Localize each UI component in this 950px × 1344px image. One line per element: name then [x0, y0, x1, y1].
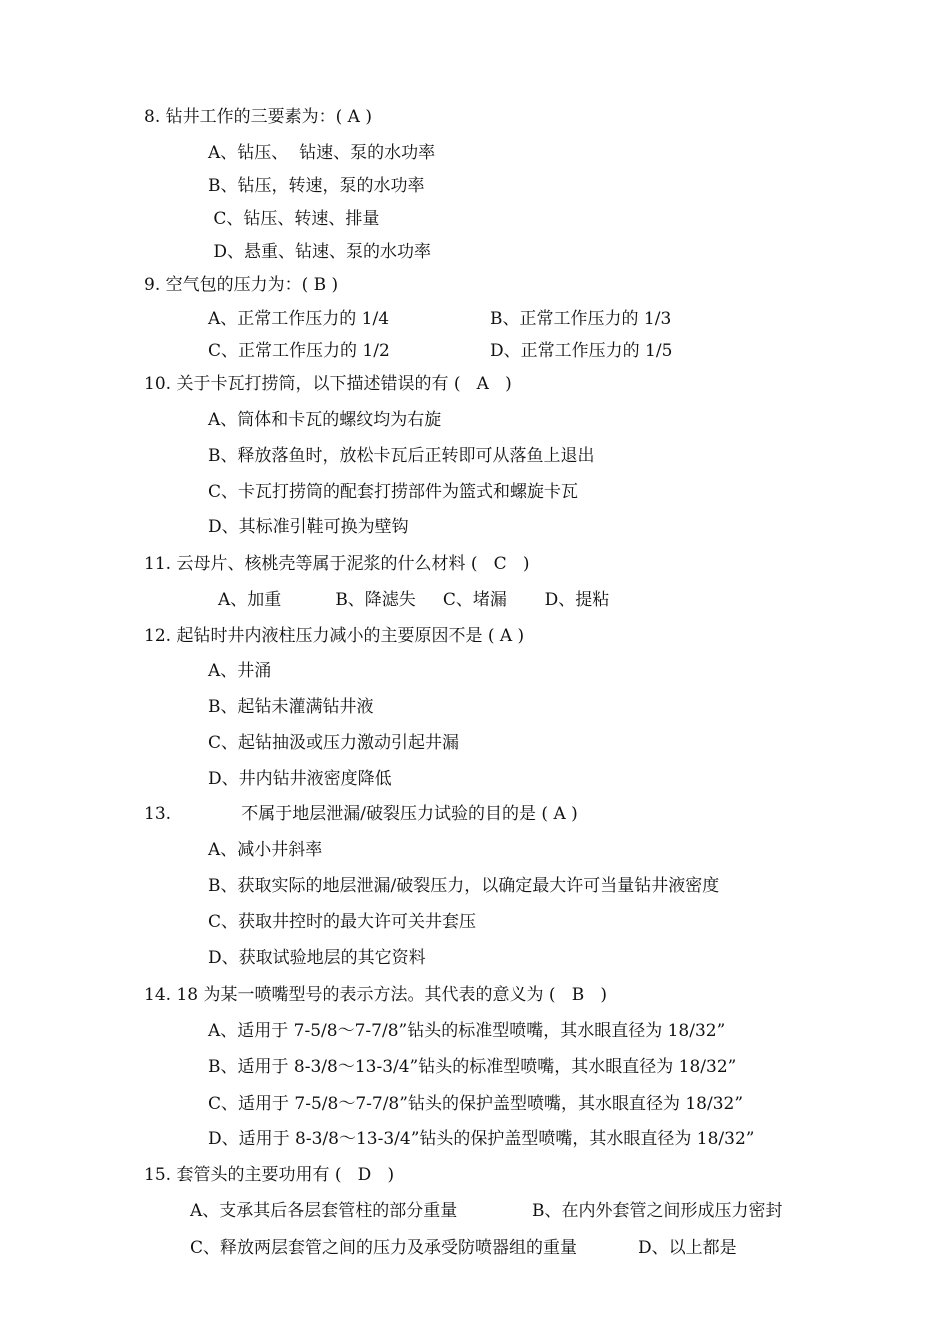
question-12-option-a: A、井涌 — [208, 661, 272, 681]
question-14-option-c: C、适用于 7-5/8～7-7/8”钻头的保护盖型喷嘴，其水眼直径为 18/32” — [208, 1094, 744, 1114]
question-10-option-d: D、其标准引鞋可换为壁钩 — [208, 517, 409, 537]
question-15-stem: 15. 套管头的主要功用有 ( D ) — [144, 1165, 395, 1185]
question-9-stem: 9. 空气包的压力为：( B ) — [144, 275, 339, 295]
question-11-options: A、加重 B、降滤失 C、堵漏 D、提粘 — [218, 590, 610, 610]
question-12-option-c: C、起钻抽汲或压力激动引起井漏 — [208, 733, 460, 753]
question-14-option-b: B、适用于 8-3/8～13-3/4”钻头的标准型喷嘴，其水眼直径为 18/32” — [208, 1057, 737, 1077]
question-9-option-c: C、正常工作压力的 1/2 — [208, 341, 390, 361]
question-10-stem: 10. 关于卡瓦打捞筒，以下描述错误的有 ( A ) — [144, 374, 512, 394]
question-13-stem: 13. 不属于地层泄漏/破裂压力试验的目的是 ( A ) — [144, 804, 578, 824]
question-13-option-b: B、获取实际的地层泄漏/破裂压力，以确定最大许可当量钻井液密度 — [208, 876, 720, 896]
question-14-stem: 14. 18 为某一喷嘴型号的表示方法。其代表的意义为 ( B ) — [144, 985, 608, 1005]
question-13-option-a: A、减小井斜率 — [208, 840, 323, 860]
question-15-option-d: D、以上都是 — [638, 1238, 737, 1258]
question-14-option-d: D、适用于 8-3/8～13-3/4”钻头的保护盖型喷嘴，其水眼直径为 18/32” — [208, 1129, 755, 1149]
question-8-stem: 8. 钻井工作的三要素为：( A ) — [144, 107, 372, 127]
question-8-option-d: D、悬重、钻速、泵的水功率 — [208, 242, 432, 262]
question-10-option-a: A、筒体和卡瓦的螺纹均为右旋 — [208, 410, 442, 430]
question-12-stem: 12. 起钻时井内液柱压力减小的主要原因不是 ( A ) — [144, 626, 525, 646]
question-10-option-c: C、卡瓦打捞筒的配套打捞部件为篮式和螺旋卡瓦 — [208, 482, 579, 502]
question-12-option-b: B、起钻未灌满钻井液 — [208, 697, 374, 717]
question-13-option-d: D、获取试验地层的其它资料 — [208, 948, 426, 968]
question-15-option-c: C、释放两层套管之间的压力及承受防喷器组的重量 — [190, 1238, 578, 1258]
question-8-option-a: A、钻压、 钻速、泵的水功率 — [208, 143, 436, 163]
question-9-option-b: B、正常工作压力的 1/3 — [490, 309, 672, 329]
question-14-option-a: A、适用于 7-5/8～7-7/8”钻头的标准型喷嘴，其水眼直径为 18/32” — [208, 1021, 726, 1041]
question-8-option-b: B、钻压，转速，泵的水功率 — [208, 176, 425, 196]
question-13-option-c: C、获取井控时的最大许可关井套压 — [208, 912, 477, 932]
question-12-option-d: D、井内钻井液密度降低 — [208, 769, 392, 789]
question-15-option-a: A、支承其后各层套管柱的部分重量 — [190, 1201, 458, 1221]
question-10-option-b: B、释放落鱼时，放松卡瓦后正转即可从落鱼上退出 — [208, 446, 595, 466]
question-8-option-c: C、钻压、转速、排量 — [208, 209, 380, 229]
question-9-option-d: D、正常工作压力的 1/5 — [490, 341, 673, 361]
question-11-stem: 11. 云母片、核桃壳等属于泥浆的什么材料 ( C ) — [144, 554, 530, 574]
question-15-option-b: B、在内外套管之间形成压力密封 — [532, 1201, 783, 1221]
question-9-option-a: A、正常工作压力的 1/4 — [208, 309, 390, 329]
